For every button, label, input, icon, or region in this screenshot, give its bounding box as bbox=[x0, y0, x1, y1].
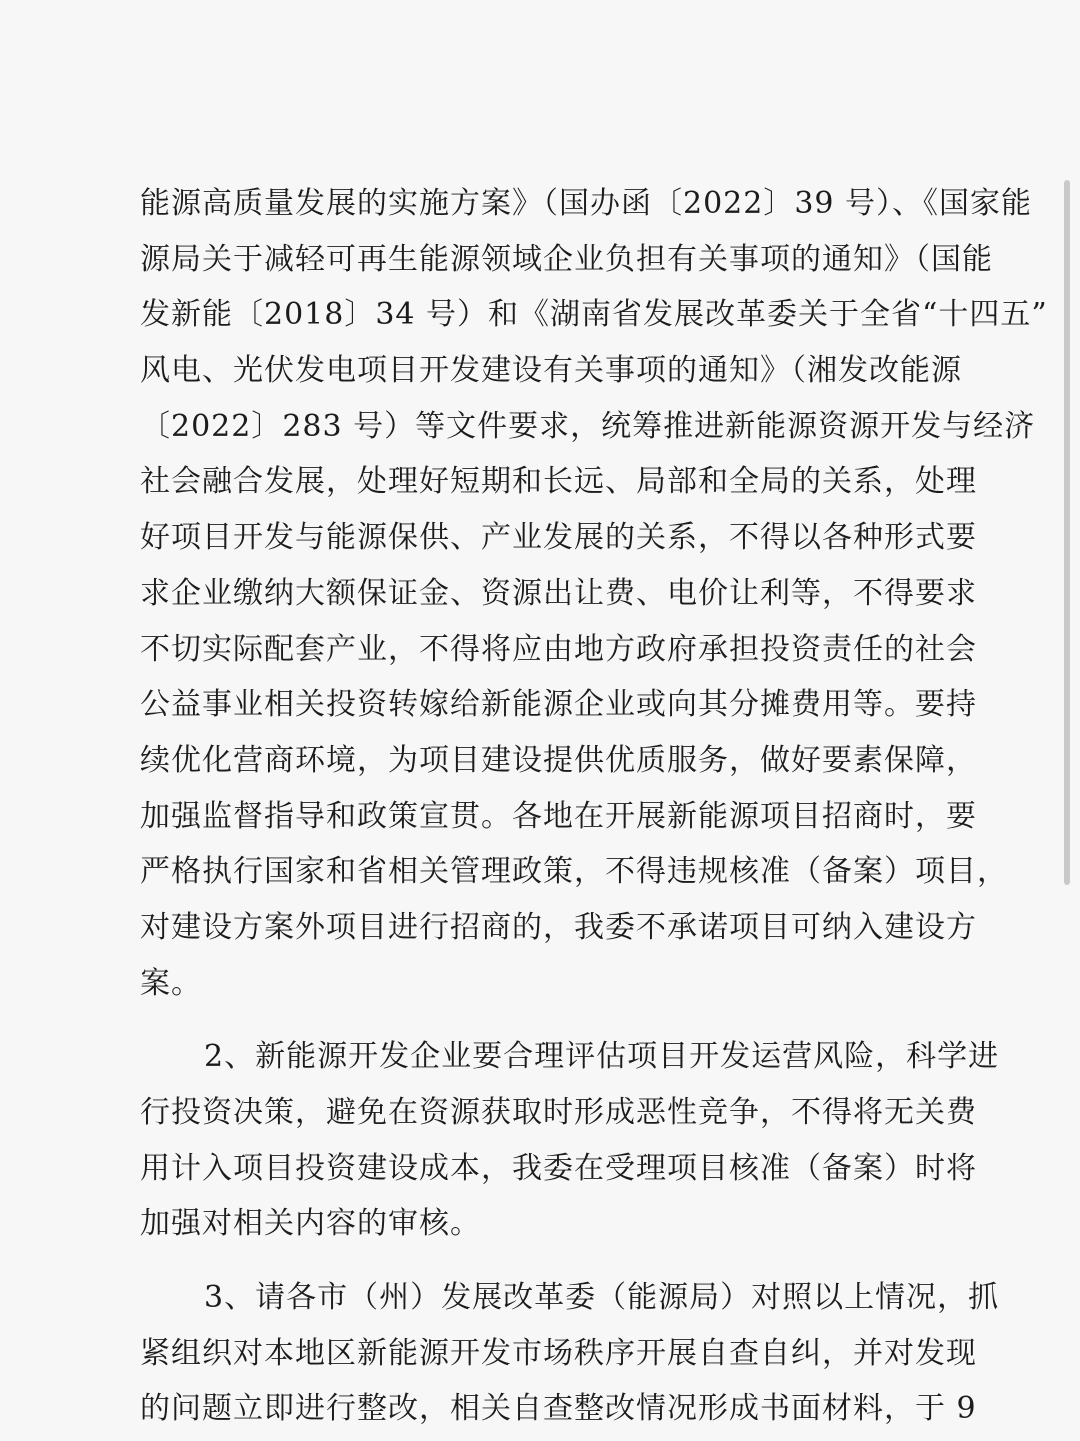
paragraph-gap bbox=[140, 1011, 950, 1029]
text-line: 能源高质量发展的实施方案》（国办函〔2022〕39 号）、《国家能 bbox=[140, 186, 1033, 221]
text-line: 2、新能源开发企业要合理评估项目开发运营风险，科学进 bbox=[204, 1039, 1000, 1075]
text-line: 用计入项目投资建设成本，我委在受理项目核准（备案）时将 bbox=[140, 1150, 977, 1186]
text-line: 加强对相关内容的审核。 bbox=[140, 1206, 481, 1242]
text-line: 〔2022〕283 号）等文件要求，统筹推进新能源资源开发与经济 bbox=[140, 408, 1036, 444]
paragraph-2 bbox=[140, 1029, 1000, 1252]
text-line: 求企业缴纳大额保证金、资源出让费、电价让利等，不得要求 bbox=[140, 575, 977, 611]
text-line: 好项目开发与能源保供、产业发展的关系，不得以各种形式要 bbox=[140, 520, 977, 556]
text-line: 风电、光伏发电项目开发建设有关事项的通知》（湘发改能源 bbox=[140, 353, 962, 389]
text-line: 的问题立即进行整改，相关自查整改情况形成书面材料，于 9 bbox=[140, 1391, 977, 1427]
text-line: 续优化营商环境，为项目建设提供优质服务，做好要素保障， bbox=[140, 742, 977, 778]
text-line: 行投资决策，避免在资源获取时形成恶性竞争，不得将无关费 bbox=[140, 1095, 977, 1130]
text-line: 对建设方案外项目进行招商的，我委不承诺项目可纳入建设方 bbox=[140, 909, 977, 945]
text-line: 紧组织对本地区新能源开发市场秩序开展自查自纠，并对发现 bbox=[140, 1335, 977, 1371]
text-line: 严格执行国家和省相关管理政策，不得违规核准（备案）项目， bbox=[140, 854, 1008, 890]
paragraph-3 bbox=[140, 1270, 1000, 1437]
text-line: 发新能〔2018〕34 号）和《湖南省发展改革委关于全省“十四五” bbox=[140, 297, 1048, 333]
paragraph-1 bbox=[140, 176, 1048, 1011]
text-line: 3、请各市（州）发展改革委（能源局）对照以上情况，抓 bbox=[204, 1280, 1000, 1316]
document-body bbox=[140, 176, 1048, 1437]
paragraph-gap bbox=[140, 1252, 950, 1270]
text-line: 社会融合发展，处理好短期和长远、局部和全局的关系，处理 bbox=[140, 464, 977, 500]
scrollbar[interactable] bbox=[1064, 180, 1070, 885]
text-line: 源局关于减轻可再生能源领域企业负担有关事项的通知》（国能 bbox=[140, 241, 993, 277]
text-line: 不切实际配套产业，不得将应由地方政府承担投资责任的社会 bbox=[140, 631, 977, 667]
text-line: 公益事业相关投资转嫁给新能源企业或向其分摊费用等。要持 bbox=[140, 687, 977, 723]
text-line: 加强监督指导和政策宣贯。各地在开展新能源项目招商时，要 bbox=[140, 798, 977, 834]
text-line: 案。 bbox=[140, 965, 202, 1001]
